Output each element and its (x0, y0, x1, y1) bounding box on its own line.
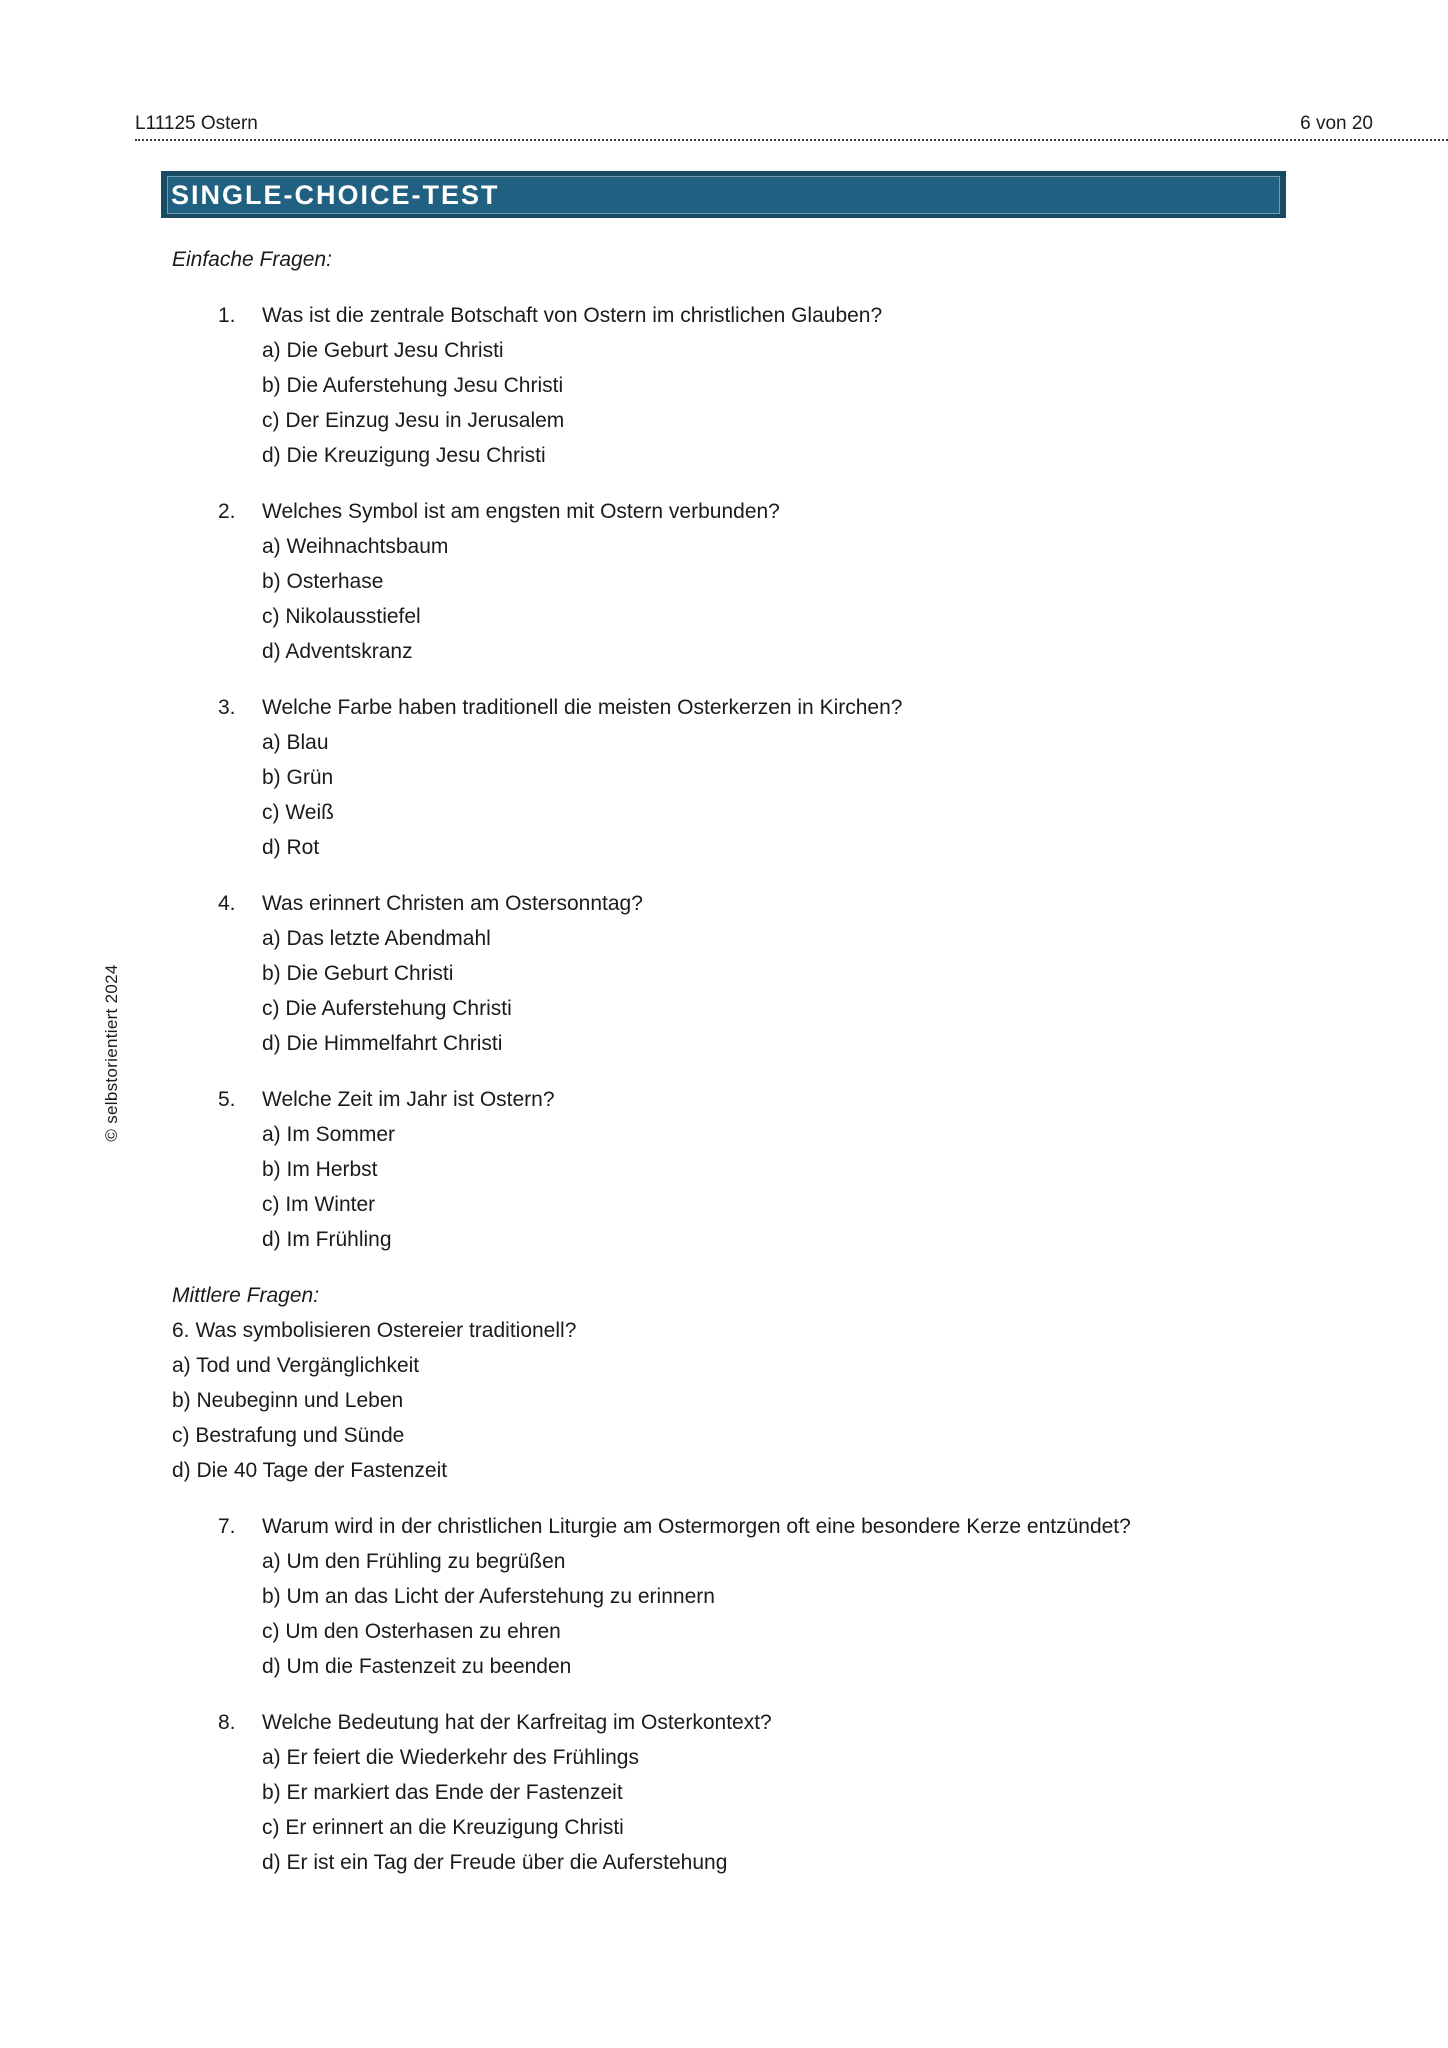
question-block (172, 1313, 1388, 1488)
question-block (172, 1082, 1388, 1257)
answer-option: a) Die Geburt Jesu Christi (262, 339, 504, 362)
answer-option: d) Die Kreuzigung Jesu Christi (262, 444, 546, 467)
answer-option: a) Er feiert die Wiederkehr des Frühlings (262, 1746, 639, 1769)
title-banner (161, 171, 1286, 218)
question-number: 6. (172, 1319, 190, 1342)
answer-option: d) Rot (262, 836, 320, 859)
title-banner-inner (167, 176, 1280, 214)
question-line (172, 1082, 1388, 1117)
answer-option: a) Das letzte Abendmahl (262, 927, 491, 950)
question-block (172, 494, 1388, 669)
section-label: Einfache Fragen: (172, 248, 332, 271)
answer-option: a) Im Sommer (262, 1123, 396, 1146)
question-text: Welche Bedeutung hat der Karfreitag im Osterkontext? (262, 1711, 772, 1734)
answer-option: d) Er ist ein Tag der Freude über die Auferstehung (262, 1851, 728, 1874)
answer-option: a) Um den Frühling zu begrüßen (262, 1550, 566, 1573)
question-number: 2. (218, 500, 236, 523)
question-number: 5. (218, 1088, 236, 1111)
answer-option: b) Er markiert das Ende der Fastenzeit (262, 1781, 623, 1804)
answer-option: a) Blau (262, 731, 329, 754)
question-line (172, 1313, 1388, 1348)
question-number: 7. (218, 1515, 236, 1538)
header-doc-code: L11125 Ostern (135, 113, 258, 134)
answer-option: c) Bestrafung und Sünde (172, 1424, 405, 1447)
answer-option: d) Im Frühling (262, 1228, 392, 1251)
answer-option: c) Er erinnert an die Kreuzigung Christi (262, 1816, 624, 1839)
section-easy (172, 242, 1388, 1257)
question-line (172, 1705, 1388, 1740)
question-block (172, 1705, 1388, 1880)
answer-option: c) Weiß (262, 801, 334, 824)
question-number: 8. (218, 1711, 236, 1734)
question-line (172, 1509, 1388, 1544)
question-number: 4. (218, 892, 236, 915)
answer-option: b) Grün (262, 766, 334, 789)
question-block (172, 1509, 1388, 1684)
question-text: Welche Zeit im Jahr ist Ostern? (262, 1088, 555, 1111)
question-text: Was erinnert Christen am Ostersonntag? (262, 892, 643, 915)
answer-option: c) Die Auferstehung Christi (262, 997, 512, 1020)
question-block (172, 886, 1388, 1061)
answer-option: d) Adventskranz (262, 640, 413, 663)
answer-option: a) Weihnachtsbaum (262, 535, 449, 558)
answer-option: d) Um die Fastenzeit zu beenden (262, 1655, 572, 1678)
answer-option: b) Die Auferstehung Jesu Christi (262, 374, 564, 397)
question-number: 3. (218, 696, 236, 719)
question-line (172, 298, 1388, 333)
section-medium (172, 1278, 1388, 1880)
page-header (135, 112, 1373, 136)
answer-option: b) Neubeginn und Leben (172, 1389, 404, 1412)
section-label: Mittlere Fragen: (172, 1284, 320, 1307)
question-text: Was symbolisieren Ostereier traditionell? (195, 1319, 577, 1342)
answer-option: b) Osterhase (262, 570, 384, 593)
answer-option: d) Die 40 Tage der Fastenzeit (172, 1459, 448, 1482)
question-text: Welches Symbol ist am engsten mit Ostern verbunden? (262, 500, 780, 523)
answer-option: d) Die Himmelfahrt Christi (262, 1032, 503, 1055)
answer-option: b) Um an das Licht der Auferstehung zu erinnern (262, 1585, 715, 1608)
question-number: 1. (218, 304, 236, 327)
question-block (172, 298, 1388, 473)
answer-option: c) Im Winter (262, 1193, 376, 1216)
question-text: Warum wird in der christlichen Liturgie am Ostermorgen oft eine besondere Kerze entzündet? (262, 1515, 1131, 1538)
answer-option: a) Tod und Vergänglichkeit (172, 1354, 420, 1377)
answer-option: c) Nikolausstiefel (262, 605, 421, 628)
question-text: Welche Farbe haben traditionell die meisten Osterkerzen in Kirchen? (262, 696, 903, 719)
answer-option: c) Der Einzug Jesu in Jerusalem (262, 409, 565, 432)
question-line (172, 690, 1388, 725)
header-divider (135, 139, 1448, 141)
question-line (172, 886, 1388, 921)
question-text: Was ist die zentrale Botschaft von Ostern im christlichen Glauben? (262, 304, 883, 327)
question-block (172, 690, 1388, 865)
page-title: SINGLE-CHOICE-TEST (171, 179, 500, 210)
answer-option: c) Um den Osterhasen zu ehren (262, 1620, 561, 1643)
copyright-note: © selbstorientiert 2024 (102, 964, 121, 1142)
question-line (172, 494, 1388, 529)
answer-option: b) Im Herbst (262, 1158, 378, 1181)
quiz-content (172, 242, 1388, 1880)
header-page-number: 6 von 20 (1300, 113, 1373, 134)
answer-option: b) Die Geburt Christi (262, 962, 454, 985)
